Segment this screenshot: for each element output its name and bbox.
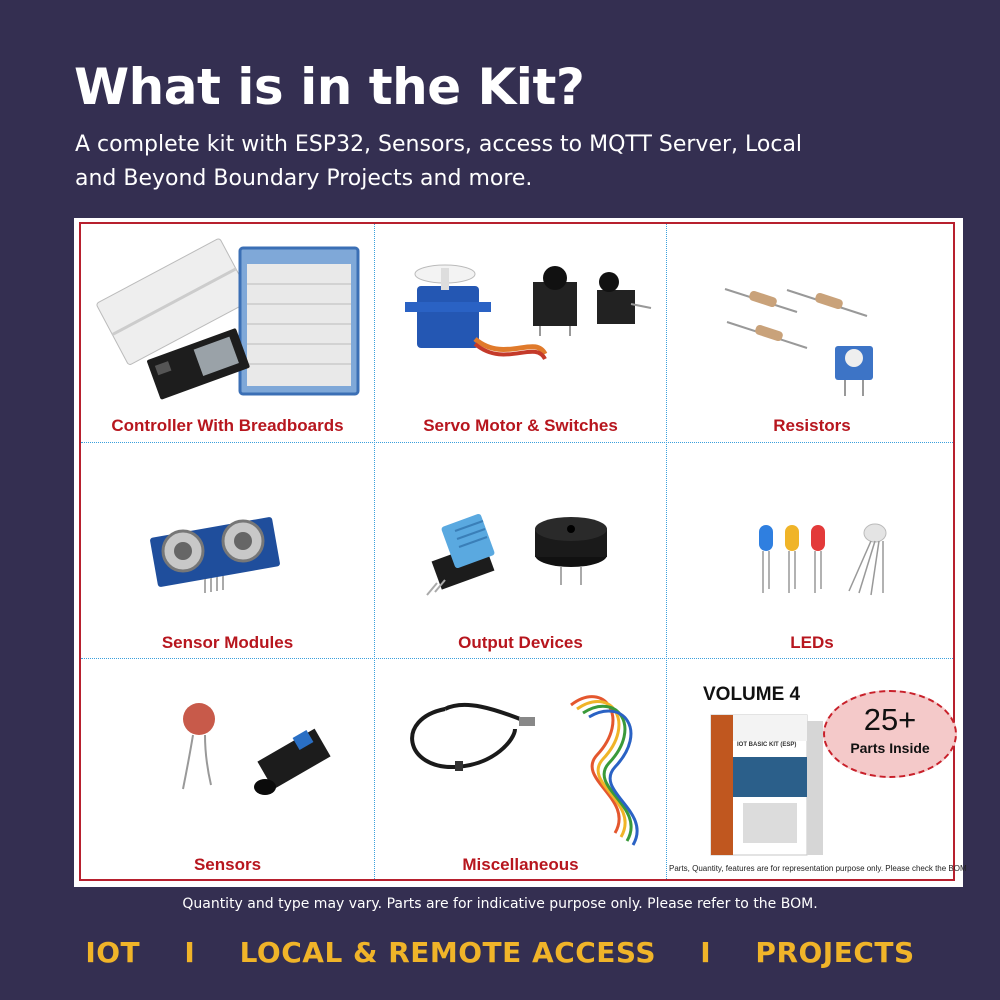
cell-label: Output Devices xyxy=(458,633,583,652)
cell-label: LEDs xyxy=(790,633,834,652)
footer-item: IOT xyxy=(85,936,141,969)
volume-label: VOLUME 4 xyxy=(703,684,801,705)
subtitle-line: and Beyond Boundary Projects and more. xyxy=(75,166,533,191)
leds-icon xyxy=(667,443,957,658)
cell-label: Servo Motor & Switches xyxy=(423,416,618,435)
kit-cell-leds xyxy=(667,443,957,658)
resistors-icon xyxy=(667,224,957,442)
kit-cell-sensors xyxy=(81,659,374,883)
box-title: IOT BASIC KIT (ESP) xyxy=(737,742,797,748)
cell-label: Sensor Modules xyxy=(161,633,294,652)
page-subtitle xyxy=(75,128,895,196)
kit-cell-output-devices xyxy=(375,443,666,658)
cell-label: Controller With Breadboards xyxy=(111,416,344,435)
ldr-flame-sensor-icon xyxy=(81,659,374,883)
kit-cell-servo xyxy=(375,224,666,442)
dht-buzzer-icon xyxy=(375,443,666,658)
representation-note: Parts, Quantity, features are for representation purpose only. Please check the BOM xyxy=(669,864,967,873)
cell-label: Miscellaneous xyxy=(462,855,579,874)
esp32-breadboards-icon xyxy=(81,224,374,442)
subtitle-line: A complete kit with ESP32, Sensors, access to MQTT Server, Local xyxy=(75,132,803,157)
cell-label: Resistors xyxy=(773,416,851,435)
kit-cell-controller xyxy=(81,224,374,442)
badge-text: Parts Inside xyxy=(850,740,930,756)
kit-contents-frame xyxy=(79,222,967,881)
servo-switches-icon xyxy=(375,224,666,442)
kit-cell-sensor-modules xyxy=(81,443,374,658)
kit-cell-miscellaneous xyxy=(375,659,666,883)
cables-jumpers-icon xyxy=(375,659,666,883)
kit-cell-resistors xyxy=(667,224,957,442)
cell-label: Sensors xyxy=(193,855,262,874)
disclaimer: Quantity and type may vary. Parts are for indicative purpose only. Please refer to the BOM. xyxy=(182,896,818,912)
footer-item: PROJECTS xyxy=(755,936,915,969)
ultrasonic-sensor-icon xyxy=(81,443,374,658)
footer-separator: I xyxy=(700,936,712,969)
footer-tagline xyxy=(0,936,1000,969)
parts-badge xyxy=(823,690,957,778)
page-title: What is in the Kit? xyxy=(74,58,585,116)
kit-contents-panel xyxy=(74,218,967,887)
badge-number: 25+ xyxy=(863,702,917,737)
footer-item: LOCAL & REMOTE ACCESS xyxy=(239,936,656,969)
footer-separator: I xyxy=(184,936,196,969)
kit-grid xyxy=(81,224,953,879)
